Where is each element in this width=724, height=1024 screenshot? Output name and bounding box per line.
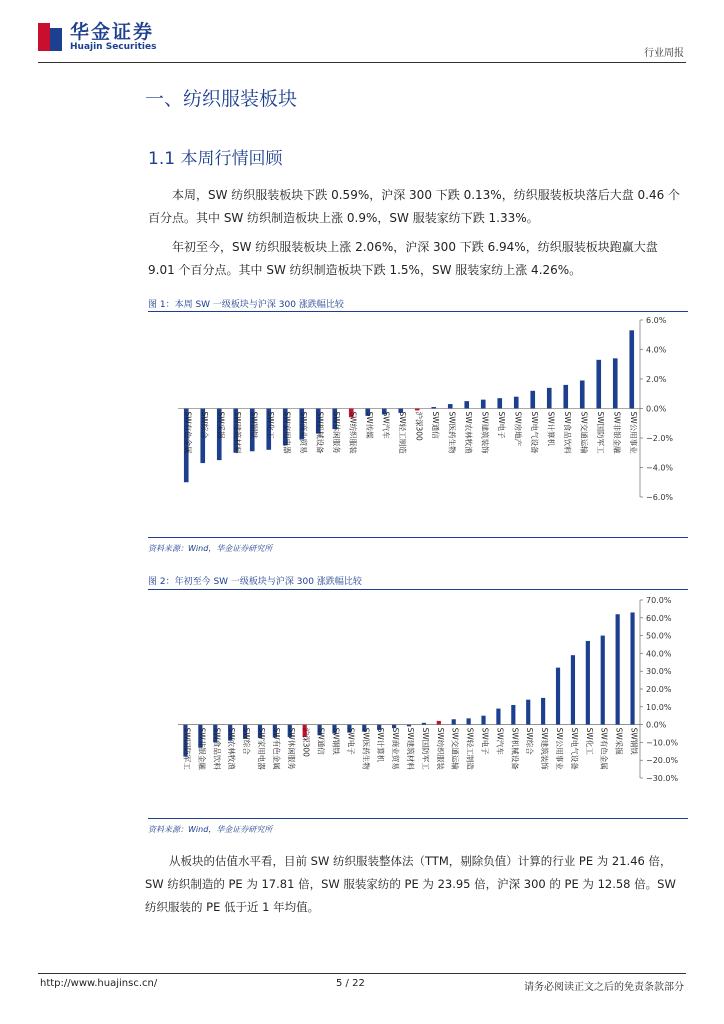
bar-SW电气设备	[571, 655, 575, 724]
bar-SW交通运输	[452, 719, 456, 724]
category-label: SW通信	[430, 411, 440, 439]
figure1-title: 图 1：本周 SW 一级板块与沪深 300 涨跌幅比较	[148, 300, 344, 310]
category-label: SW房地产	[513, 411, 523, 447]
category-label: SW食品饮料	[562, 411, 572, 454]
category-label: SW化工	[584, 727, 594, 755]
figure1-bottom-rule	[148, 537, 688, 538]
category-label: SW通信	[316, 727, 326, 755]
bar-SW医药生物	[448, 404, 453, 408]
category-label: SW轻工制造	[465, 727, 475, 770]
category-label: SW休闲服务	[286, 727, 296, 770]
bar-SW国防军工	[596, 360, 601, 409]
category-label: SW计算机	[546, 411, 556, 447]
ytd-review-paragraph: 年初至今，SW 纺织服装板块上涨 2.06%，沪深 300 下跌 6.94%，纺织服装板块跑赢大盘 9.01 个百分点。其中 SW 纺织制造板块下跌 1.5%，SW 服装家纺上涨 4.26%。	[148, 240, 658, 277]
y-tick-label: 60.0%	[646, 613, 672, 623]
category-label: SW建筑材料	[232, 411, 242, 454]
category-label: SW电子	[496, 411, 506, 439]
category-label: SW非银金融	[612, 411, 622, 454]
section-title: 一、纺织服装板块	[145, 88, 298, 110]
category-label: SW商业贸易	[391, 727, 401, 770]
category-label: SW建筑装饰	[540, 727, 550, 770]
bar-SW房地产	[514, 397, 519, 409]
y-tick-label: 0.0%	[646, 404, 667, 414]
figure1-bar-chart	[148, 312, 688, 534]
y-tick-label: −20.0%	[646, 756, 679, 766]
bar-SW化工	[586, 641, 590, 725]
bar-SW建筑装饰	[481, 400, 486, 409]
huajin-logo-mark	[38, 23, 62, 51]
bar-SW食品饮料	[563, 385, 568, 409]
category-label: SW交通运输	[450, 727, 460, 770]
bar-SW电气设备	[530, 391, 535, 409]
category-label: SW采掘	[614, 727, 624, 755]
category-label: SW有色金属	[183, 411, 193, 454]
bar-SW采掘	[616, 614, 620, 724]
valuation-paragraph: 从板块的估值水平看，目前 SW 纺织服装整体法（TTM，剔除负值）计算的行业 PE 为 21.46 倍，SW 纺织制造的 PE 为 17.81 倍，SW 服装家纺的 PE 为 23.95 倍，沪深 300 的 PE 为 12.58 倍。SW 纺织服装的 PE 低于近 1 年均值。	[145, 854, 676, 914]
category-label: SW纺织服装	[435, 727, 445, 770]
subsection-title: 1.1 本周行情回顾	[148, 149, 283, 169]
y-tick-label: 4.0%	[646, 345, 667, 355]
category-label: SW国防军工	[182, 727, 192, 770]
category-label: SW综合	[199, 411, 209, 439]
category-label: SW国防军工	[595, 411, 605, 454]
category-label: SW综合	[525, 727, 535, 755]
category-label: SW食品饮料	[212, 727, 222, 770]
category-label: SW公用事业	[628, 411, 638, 454]
category-label: SW电子	[346, 727, 356, 755]
y-tick-label: 40.0%	[646, 649, 672, 659]
bar-SW非银金融	[613, 358, 618, 408]
y-tick-label: 20.0%	[646, 685, 672, 694]
bar-SW电子	[497, 398, 502, 408]
category-label: SW电气设备	[529, 411, 539, 454]
bar-SW钢铁	[630, 612, 634, 724]
page-number: 5 / 22	[336, 978, 365, 989]
category-label: SW化工	[265, 411, 275, 439]
header-divider	[38, 62, 686, 63]
category-label: SW计算机	[376, 727, 386, 763]
category-label: SW机械设备	[510, 727, 520, 770]
category-label: SW非银金融	[197, 727, 207, 770]
category-label: SW机械设备	[315, 411, 325, 454]
bar-SW综合	[526, 700, 530, 725]
footer-website-link[interactable]: http://www.huajinsc.cn/	[40, 978, 158, 989]
bar-SW机械设备	[511, 705, 515, 725]
category-label: SW农林牧渔	[227, 727, 237, 770]
category-label: SW休闲服务	[331, 411, 341, 454]
y-tick-label: 2.0%	[646, 375, 667, 384]
bar-SW电子	[481, 716, 485, 725]
y-tick-label: 10.0%	[646, 702, 672, 712]
y-tick-label: 30.0%	[646, 667, 672, 677]
figure2-bar-chart	[148, 590, 688, 815]
category-label: SW传媒	[364, 411, 374, 439]
y-tick-label: −10.0%	[646, 738, 679, 748]
figure2-source: 资料来源：Wind，华金证券研究所	[148, 825, 273, 834]
category-label: SW有色金属	[271, 727, 281, 770]
bar-SW纺织服装	[437, 721, 441, 725]
figure2-bottom-rule	[148, 818, 688, 819]
category-label: 沪深300	[414, 411, 424, 441]
figure1-source: 资料来源：Wind，华金证券研究所	[148, 544, 273, 553]
y-tick-label: 6.0%	[646, 316, 667, 325]
category-label: SW国防军工	[420, 727, 430, 770]
logo-chinese-name: 华金证券	[70, 21, 155, 43]
y-tick-label: 50.0%	[646, 631, 672, 641]
category-label: SW钢铁	[629, 727, 639, 755]
logo-english-name: Huajin Securities	[70, 42, 157, 52]
footer-divider	[38, 973, 686, 974]
category-label: SW汽车	[495, 727, 505, 755]
category-label: SW汽车	[381, 411, 391, 439]
category-label: SW建筑装饰	[480, 411, 490, 454]
y-tick-label: −2.0%	[646, 434, 674, 443]
category-label: SW轻工制造	[397, 411, 407, 454]
huajin-logo	[38, 22, 156, 52]
category-label: SW钢铁	[331, 727, 341, 755]
bar-SW轻工制造	[467, 718, 471, 724]
disclaimer-note: 请务必阅读正文之后的免责条款部分	[524, 982, 684, 993]
category-label: SW综合	[242, 727, 252, 755]
category-label: SW电子	[480, 727, 490, 755]
category-label: SW家用电器	[282, 411, 292, 454]
category-label: SW交通运输	[579, 411, 589, 454]
category-label: SW医药生物	[361, 727, 371, 770]
y-tick-label: 70.0%	[646, 596, 672, 605]
category-label: 沪深300	[301, 727, 311, 757]
category-label: SW建筑材料	[406, 727, 415, 770]
bar-SW农林牧渔	[464, 401, 469, 408]
y-tick-label: −30.0%	[646, 774, 679, 783]
y-tick-label: 0.0%	[646, 720, 667, 730]
category-label: SW纺织服装	[348, 411, 358, 454]
bar-SW建筑装饰	[541, 698, 545, 725]
y-tick-label: −4.0%	[646, 463, 674, 473]
figure2-title: 图 2：年初至今 SW 一级板块与沪深 300 涨跌幅比较	[148, 577, 362, 587]
category-label: SW钢铁	[249, 411, 259, 439]
category-label: SW农林牧渔	[463, 411, 473, 454]
weekly-review-paragraph: 本周，SW 纺织服装板块下跌 0.59%，沪深 300 下跌 0.13%，纺织服装板块落后大盘 0.46 个百分点。其中 SW 纺织制造板块上涨 0.9%，SW 服装家纺下跌 1.33%。	[148, 188, 681, 225]
report-type-label: 行业周报	[644, 48, 684, 59]
category-label: SW商业贸易	[298, 411, 308, 454]
bar-SW公用事业	[629, 330, 634, 408]
bar-SW有色金属	[601, 636, 605, 725]
bar-SW公用事业	[556, 668, 560, 725]
bar-SW交通运输	[580, 380, 585, 408]
bar-SW计算机	[547, 388, 552, 409]
category-label: SW医药生物	[447, 411, 457, 454]
category-label: SW电气设备	[569, 727, 579, 770]
y-tick-label: −6.0%	[646, 493, 674, 502]
category-label: SW公用事业	[555, 727, 565, 770]
category-label: SW家用电器	[256, 727, 266, 770]
category-label: SW有色金属	[599, 727, 609, 770]
category-label: SW采掘	[216, 411, 226, 439]
bar-SW汽车	[496, 709, 500, 725]
